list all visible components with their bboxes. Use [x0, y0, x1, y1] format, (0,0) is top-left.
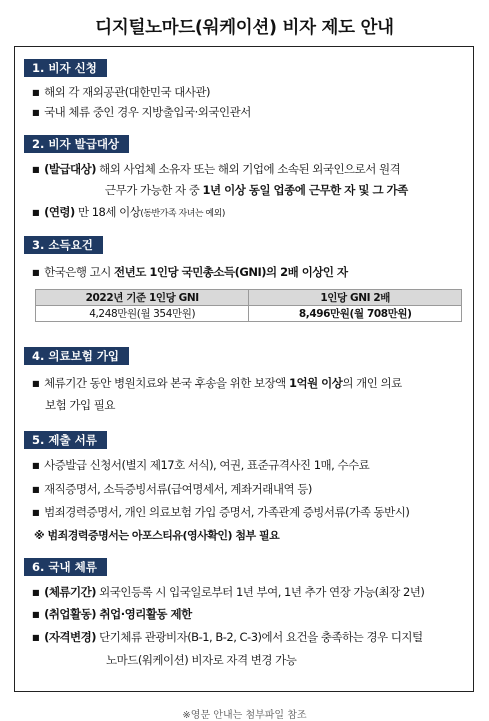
list-item: ■ (자격변경) 단기체류 관광비자(B-1, B-2, C-3)에서 요건을 충족하는 경우 디지털 [32, 630, 423, 644]
list-item: ■ 체류기간 동안 병원치료와 본국 후송을 위한 보장액 1억원 이상의 개인 의료 [32, 376, 402, 390]
section-heading-stay: 6. 국내 체류 [24, 558, 107, 576]
footnote: ※영문 안내는 첨부파일 참조 [182, 710, 307, 721]
list-item-continuation: 보험 가입 필요 [45, 398, 115, 412]
list-item: ■ (체류기간) 외국인등록 시 입국일로부터 1년 부여, 1년 추가 연장 가능(최장 2년) [32, 585, 425, 599]
list-item: ■ 사증발급 신청서(별지 제17호 서식), 여권, 표준규격사진 1매, 수수료 [32, 458, 370, 472]
list-item: ■ 국내 체류 중인 경우 지방출입국·외국인관서 [32, 105, 251, 119]
table-header: 1인당 GNI 2배 [249, 290, 462, 306]
list-item-continuation: 근무가 가능한 자 중 1년 이상 동일 업종에 근무한 자 및 그 가족 [105, 183, 408, 197]
list-item: ■ 범죄경력증명서, 개인 의료보험 가입 증명서, 가족관계 증빙서류(가족 동반시) [32, 505, 410, 519]
gni-table [35, 289, 462, 322]
section-heading-eligibility: 2. 비자 발급대상 [24, 135, 129, 153]
section-heading-insurance: 4. 의료보험 가입 [24, 347, 129, 365]
section-heading-visa-application: 1. 비자 신청 [24, 59, 107, 77]
table-header: 2022년 기준 1인당 GNI [36, 290, 249, 306]
list-item: ■ 해외 각 재외공관(대한민국 대사관) [32, 85, 211, 99]
list-item: ■ (발급대상) 해외 사업체 소유자 또는 해외 기업에 소속된 외국인으로서 원격 [32, 162, 401, 176]
list-item-continuation: 노마드(워케이션) 비자로 자격 변경 가능 [106, 653, 297, 667]
section-heading-income: 3. 소득요건 [24, 236, 103, 254]
documents-note: ※ 범죄경력증명서는 아포스티유(영사확인) 첨부 필요 [34, 529, 280, 542]
table-cell: 4,248만원(월 354만원) [36, 306, 249, 322]
section-heading-documents: 5. 제출 서류 [24, 431, 107, 449]
list-item: ■ (연령) 만 18세 이상(동반가족 자녀는 예외) [32, 205, 225, 219]
list-item: ■ 한국은행 고시 전년도 1인당 국민총소득(GNI)의 2배 이상인 자 [32, 265, 348, 279]
page-title: 디지털노마드(워케이션) 비자 제도 안내 [95, 18, 394, 38]
list-item: ■ 재직증명서, 소득증빙서류(급여명세서, 계좌거래내역 등) [32, 482, 312, 496]
list-item: ■ (취업활동) 취업·영리활동 제한 [32, 607, 192, 621]
table-cell: 8,496만원(월 708만원) [249, 306, 462, 322]
